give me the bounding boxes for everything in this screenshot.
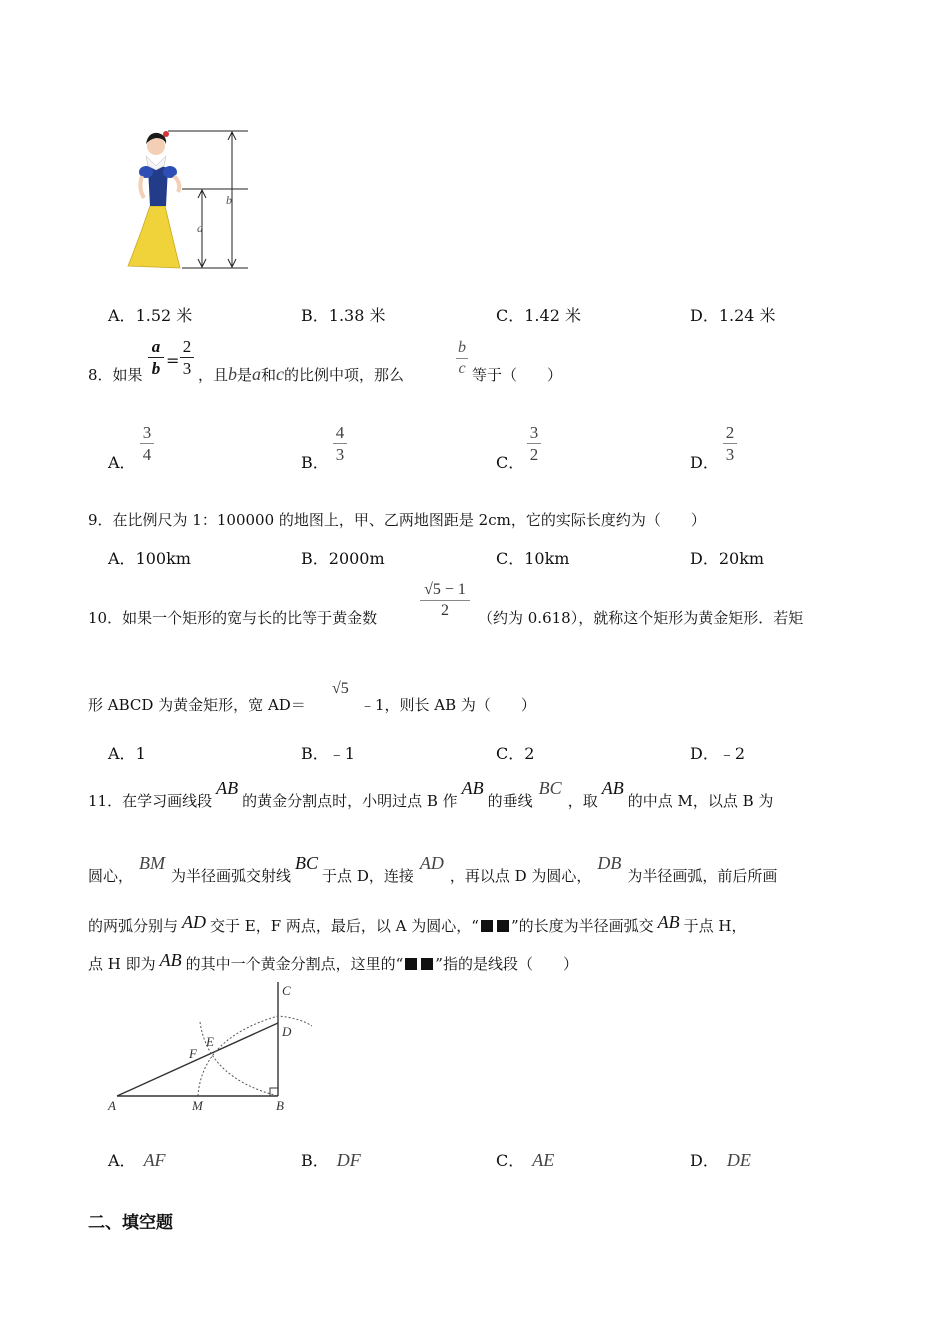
q9-option-a[interactable]: A．100km xyxy=(108,549,191,568)
mask-square-icon xyxy=(497,920,509,932)
arm-left xyxy=(140,176,144,198)
segment-ad xyxy=(117,1023,278,1096)
q10-option-b[interactable]: B．﹣1 xyxy=(301,744,355,763)
label-M: M xyxy=(192,1098,203,1113)
q8-eq-right-frac: 2 3 xyxy=(180,338,194,377)
q10-option-c[interactable]: C．2 xyxy=(496,744,535,763)
q8-option-c-frac: 3 2 xyxy=(527,424,541,463)
mask-square-icon xyxy=(481,920,493,932)
q11-option-c[interactable]: C． AE xyxy=(496,1150,555,1170)
q9-option-d[interactable]: D．20km xyxy=(690,549,765,568)
q8-b-over-c: b c xyxy=(458,339,466,377)
q11-line3: 的两弧分别与 AD 交于 E，F 两点，最后，以 A 为圆心，“ ”的长度为半径画弧交 AB 于点 H， xyxy=(88,912,747,935)
label-E: E xyxy=(206,1034,214,1049)
q8-option-d-frac: 2 3 xyxy=(723,424,737,463)
label-a: a xyxy=(197,221,203,235)
q11-line4: 点 H 即为 AB 的其中一个黄金分割点，这里的“ ”指的是线段（ ） xyxy=(88,950,578,973)
q7-option-c[interactable]: C．1.42 米 xyxy=(496,306,581,325)
figurine-svg xyxy=(120,126,260,276)
q9-option-b[interactable]: B．2000m xyxy=(301,549,385,568)
q11-option-b[interactable]: B． DF xyxy=(301,1150,361,1170)
q7-option-d[interactable]: D．1.24 米 xyxy=(690,306,776,325)
label-C: C xyxy=(282,983,291,998)
arc-b-center xyxy=(198,1016,312,1096)
q11-line1: 11．在学习画线段AB的黄金分割点时，小明过点 B 作AB的垂线BC，取AB的中点 M，以点 B 为 xyxy=(88,778,774,810)
q11-option-a[interactable]: A． AF xyxy=(108,1150,166,1170)
q7-option-a[interactable]: A．1.52 米 xyxy=(108,306,193,325)
q9-question: 9．在比例尺为 1：100000 的地图上，甲、乙两地图距是 2cm，它的实际长度约为（ ） xyxy=(88,511,706,529)
label-D: D xyxy=(282,1024,292,1039)
label-b: b xyxy=(226,193,232,207)
mask-square-icon xyxy=(405,958,417,970)
q10-option-d[interactable]: D．﹣2 xyxy=(690,744,746,763)
q10-line2-end: ﹣1，则长 AB 为（ ） xyxy=(360,696,536,714)
q10-sqrt5: √5 xyxy=(332,680,349,697)
q8-eq-left-frac: a b xyxy=(148,338,164,377)
label-F: F xyxy=(189,1046,197,1061)
q10-line2-start: 形 ABCD 为黄金矩形，宽 AD＝ xyxy=(88,696,306,714)
q8-option-c[interactable]: C． xyxy=(496,453,525,472)
q10-option-a[interactable]: A．1 xyxy=(108,744,146,763)
q8-option-a-frac: 3 4 xyxy=(140,424,154,463)
q8-question: 8．如果 xyxy=(88,366,143,384)
q8-eq-sign: = xyxy=(166,351,180,370)
q8-option-b[interactable]: B． xyxy=(301,453,329,472)
golden-section-diagram xyxy=(100,978,330,1118)
figurine-figure xyxy=(120,126,260,280)
q8-option-b-frac: 4 3 xyxy=(333,424,347,463)
arm-right xyxy=(174,176,179,192)
q11-figure xyxy=(100,978,330,1122)
q10-line1-end: （约为 0.618），就称这个矩形为黄金矩形．若矩 xyxy=(478,609,804,627)
right-angle-mark xyxy=(270,1088,278,1096)
mask-square-icon xyxy=(421,958,433,970)
q11-option-d[interactable]: D． DE xyxy=(690,1150,751,1170)
q11-line2: 圆心，BM为半径画弧交射线BC于点 D，连接AD，再以点 D 为圆心，DB为半径画弧，前后所画 xyxy=(88,853,778,885)
bow-shape xyxy=(163,131,169,137)
q8-option-a[interactable]: A． xyxy=(108,453,136,472)
q9-option-c[interactable]: C．10km xyxy=(496,549,570,568)
q8-question-body: ，且b是a和c的比例中项，那么 xyxy=(198,364,405,384)
q10-golden-frac: √5 − 1 2 xyxy=(420,582,470,619)
q7-option-b[interactable]: B．1.38 米 xyxy=(301,306,386,325)
q8-option-d[interactable]: D． xyxy=(690,453,719,472)
label-A: A xyxy=(108,1098,116,1113)
dress-shape xyxy=(128,206,180,268)
section-title: 二、填空题 xyxy=(88,1213,173,1233)
q8-question-end: 等于（ ） xyxy=(472,366,563,384)
q10-line1-start: 10．如果一个矩形的宽与长的比等于黄金数 xyxy=(88,609,378,627)
label-B: B xyxy=(276,1098,284,1113)
